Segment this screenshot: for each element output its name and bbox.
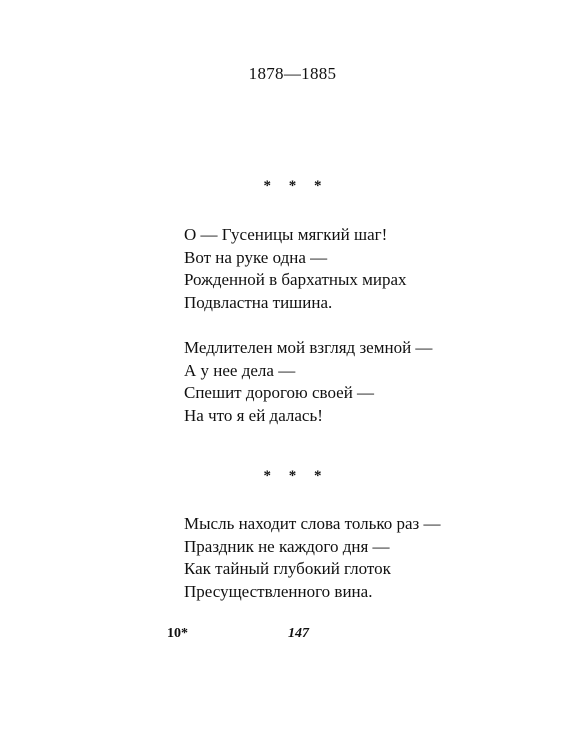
verse-line: На что я ей далась! [184, 405, 323, 425]
verse-line: Мысль находит слова только раз — [184, 514, 441, 533]
poem-1-stanza-1 [184, 224, 407, 314]
section-separator: * * * [263, 468, 329, 484]
verse-line: О — Гусеницы мягкий шаг! [184, 225, 388, 244]
printer-signature-mark: 10* [167, 626, 188, 641]
page-footer [0, 626, 585, 648]
verse-line: Как тайный глубокий глоток [184, 559, 391, 578]
verse-line: А у нее дела — [184, 360, 296, 380]
verse-line: Пресуществленного вина. [184, 581, 373, 601]
verse-line: Рожденной в бархатных мирах [184, 270, 407, 289]
section-separator: * * * [263, 178, 329, 194]
poem-date-range: 1878—1885 [248, 64, 337, 83]
verse-line: Праздник не каждого дня — [184, 536, 390, 556]
page-number: 147 [288, 626, 309, 641]
verse-line: Медлителен мой взгляд земной — [184, 338, 433, 357]
poem-1-stanza-2 [184, 337, 432, 427]
verse-line: Спешит дорогою своей — [184, 383, 375, 402]
poem-2-stanza-1 [184, 513, 441, 603]
verse-line: Вот на руке одна — [184, 247, 328, 267]
verse-line: Подвластна тишина. [184, 292, 333, 312]
